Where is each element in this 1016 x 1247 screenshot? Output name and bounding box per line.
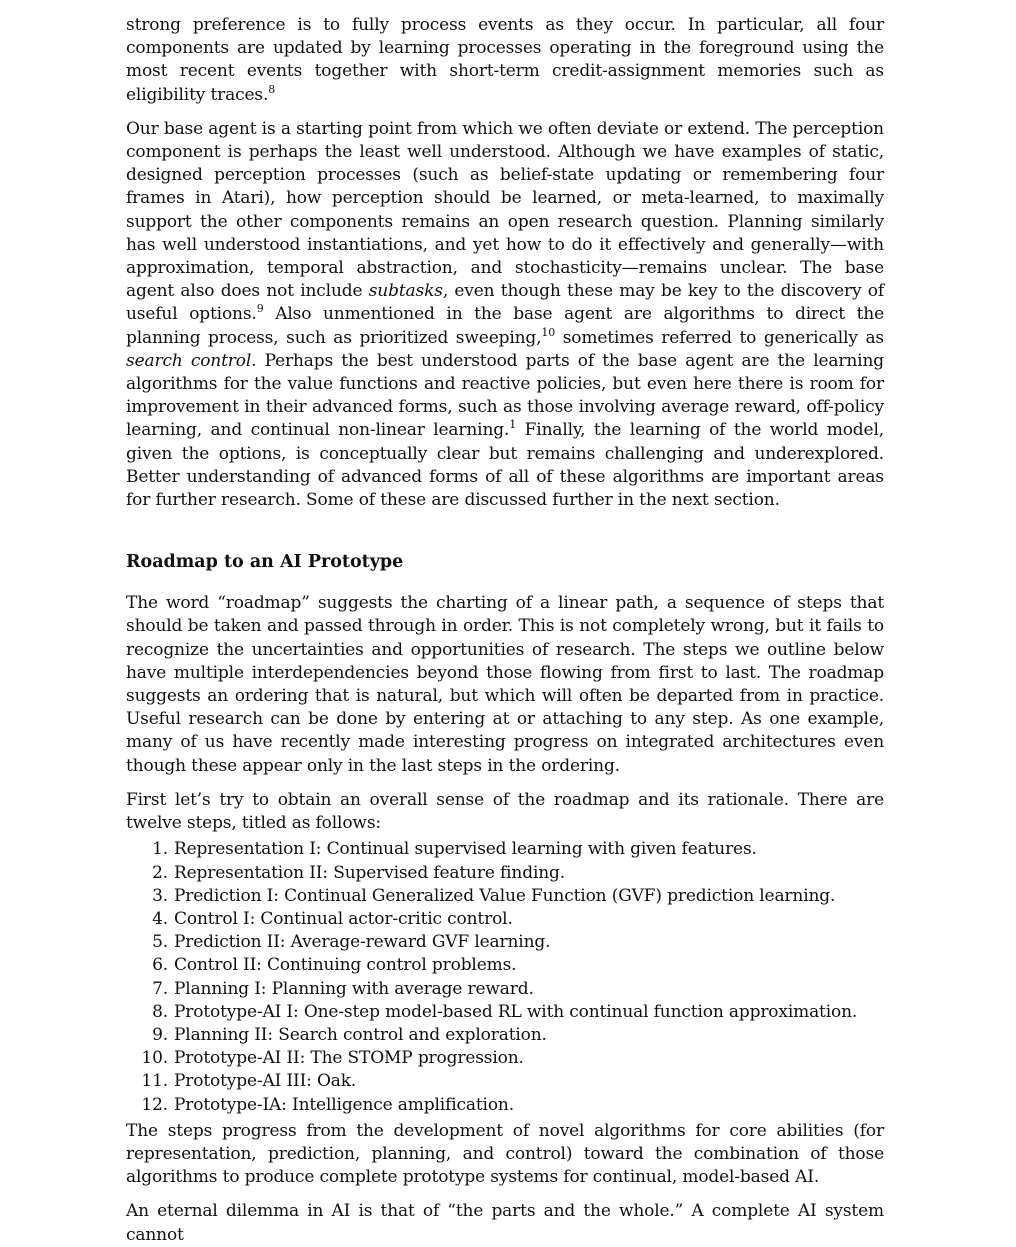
paragraph-progress: The steps progress from the development of novel algorithms for core abilities (for representation, prediction, planning, and control) toward the combination of those algorithms to produce complete prototype systems for continual, model-based AI. (126, 1120, 884, 1188)
paragraph-text: Also unmentioned in the base agent are algorithms to direct the planning process, such as prioritized sweeping, (126, 304, 884, 348)
list-item-text: Prototype-AI I: One-step model-based RL with continual function approximation. (174, 1001, 858, 1022)
list-item-number: 5. (152, 932, 168, 953)
list-item-number: 10. (141, 1048, 168, 1069)
list-item (126, 885, 884, 908)
list-item-text: Representation II: Supervised feature finding. (174, 862, 566, 883)
list-item-text: Representation I: Continual supervised learning with given features. (174, 839, 757, 860)
list-item-number: 2. (152, 862, 168, 883)
paragraph-text: Our base agent is a starting point from which we often deviate or extend. The perception component is perhaps the least well understood. Although we have examples of static, designed perception processes (such as belief-state updating or remembering four frames in Atari), how perception should be learned, or meta-learned, to maximally support the other components remains an open research question. Planning similarly has well understood instantiations, and yet how to do it effectively and generally—with approximation, temporal abstraction, and stochasticity—remains unclear. The base agent also does not include (126, 118, 884, 302)
list-item-number: 7. (152, 978, 168, 999)
paragraph-text: , even though these may be key to the discovery of useful options. (126, 281, 884, 325)
list-item (126, 978, 884, 1001)
list-item-text: Prediction I: Continual Generalized Value Function (GVF) prediction learning. (174, 885, 836, 906)
list-item (126, 862, 884, 885)
list-item (126, 931, 884, 954)
list-item-number: 11. (141, 1071, 168, 1092)
list-item (126, 838, 884, 861)
emphasis-search-control: search control (126, 350, 252, 371)
list-item (126, 1001, 884, 1024)
footnote-marker[interactable]: 10 (541, 325, 556, 339)
list-item-number: 1. (152, 839, 168, 860)
paragraph-steps-intro: First let’s try to obtain an overall sense of the roadmap and its rationale. There are twelve steps, titled as follows: (126, 789, 884, 834)
list-item (126, 1024, 884, 1047)
list-item-number: 8. (152, 1001, 168, 1022)
list-item-text: Prototype-AI II: The STOMP progression. (174, 1048, 524, 1069)
list-item-text: Prototype-IA: Intelligence amplification. (174, 1094, 514, 1115)
paragraph-base-agent (126, 118, 884, 512)
list-item-text: Planning II: Search control and exploration. (174, 1024, 547, 1045)
paragraph-text: Finally, the learning of the world model, given the options, is conceptually clear but remains challenging and underexplored. Better understanding of advanced forms of all of these algorithms are important areas for further research. Some of these are discussed further in the next section. (126, 420, 884, 511)
emphasis-subtasks: subtasks (368, 281, 443, 302)
section-heading: Roadmap to an AI Prototype (126, 552, 404, 573)
list-item-number: 6. (152, 955, 168, 976)
list-item (126, 954, 884, 977)
list-item-text: Control I: Continual actor-critic control. (174, 908, 513, 929)
footnote-marker[interactable]: 1 (509, 418, 517, 432)
list-item (126, 908, 884, 931)
list-item-number: 3. (152, 885, 168, 906)
paragraph-intro (126, 14, 884, 107)
list-item-text: Prototype-AI III: Oak. (174, 1071, 357, 1092)
list-item (126, 1070, 884, 1093)
paragraph-text: sometimes referred to generically as (555, 327, 884, 348)
list-item-text: Prediction II: Average-reward GVF learning. (174, 932, 551, 953)
paragraph-dilemma: An eternal dilemma in AI is that of “the parts and the whole.” A complete AI system cannot (126, 1201, 884, 1245)
paragraph-intro-text: strong preference is to fully process events as they occur. In particular, all four components are updated by learning processes operating in the foreground using the most recent events together with short-term credit-assignment memories such as eligibility traces. (126, 15, 884, 105)
document-page (126, 14, 884, 1247)
footnote-marker[interactable]: 9 (256, 302, 264, 316)
paragraph-text: . Perhaps the best understood parts of the base agent are the learning algorithms for the value functions and reactive policies, but even here there is room for improvement in their advanced forms, such as those involving average reward, off-policy learning, and continual non-linear learning. (126, 350, 885, 441)
list-item-number: 12. (141, 1094, 168, 1115)
list-item-text: Control II: Continuing control problems. (174, 955, 517, 976)
steps-list (126, 838, 884, 1116)
list-item-number: 9. (152, 1024, 168, 1045)
list-item-number: 4. (152, 908, 168, 929)
list-item-text: Planning I: Planning with average reward. (174, 978, 534, 999)
footnote-marker[interactable]: 8 (268, 82, 276, 96)
paragraph-roadmap: The word “roadmap” suggests the charting of a linear path, a sequence of steps that should be taken and passed through in order. This is not completely wrong, but it fails to recognize the uncertainties and opportunities of research. The steps we outline below have multiple interdependencies beyond those flowing from first to last. The roadmap suggests an ordering that is natural, but which will often be departed from in practice. Useful research can be done by entering at or attaching to any step. As one example, many of us have recently made interesting progress on integrated architectures even though these appear only in the last steps in the ordering. (126, 593, 884, 776)
list-item (126, 1047, 884, 1070)
list-item (126, 1094, 884, 1117)
